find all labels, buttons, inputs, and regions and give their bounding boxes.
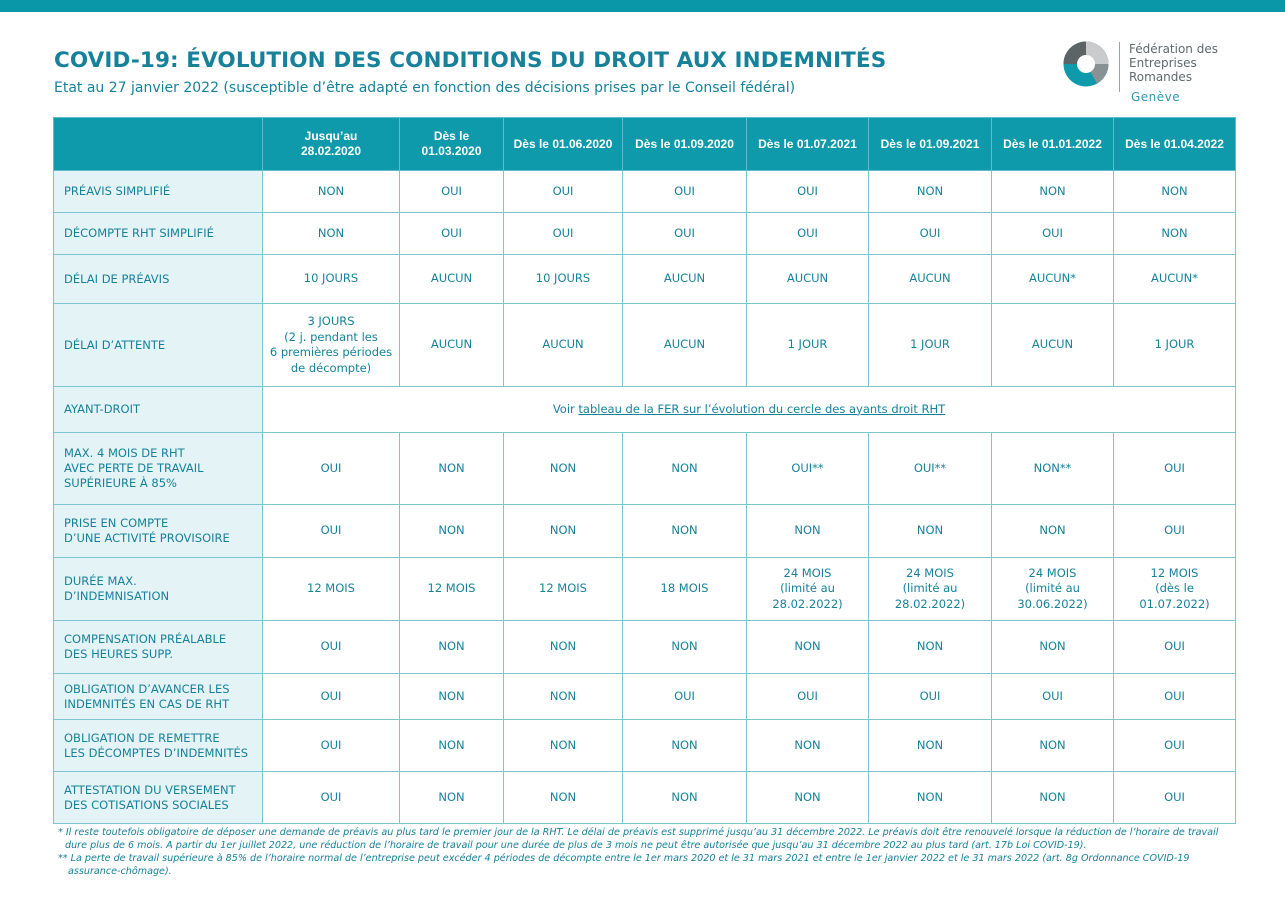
table-row — [54, 772, 1236, 824]
ayant-droit-merged-cell — [263, 387, 1236, 433]
table-cell: AUCUN — [400, 255, 504, 304]
table-cell: OUI — [1114, 621, 1236, 674]
table-cell: NON — [623, 772, 747, 824]
table-cell: NON — [747, 720, 869, 772]
table-cell: 1 JOUR — [869, 304, 992, 387]
table-cell: NON — [400, 772, 504, 824]
row-label: DÉLAI DE PRÉAVIS — [54, 255, 263, 304]
table-cell: OUI — [263, 433, 400, 505]
table-cell: 1 JOUR — [1114, 304, 1236, 387]
table-cell: NON — [869, 505, 992, 558]
table-cell: AUCUN — [400, 304, 504, 387]
table-cell: 18 MOIS — [623, 558, 747, 621]
table-cell: AUCUN — [869, 255, 992, 304]
table-cell: NON — [400, 505, 504, 558]
table-cell: NON — [869, 621, 992, 674]
table-cell: NON — [504, 674, 623, 720]
table-cell: NON — [869, 772, 992, 824]
table-row — [54, 674, 1236, 720]
table-cell: AUCUN* — [992, 255, 1114, 304]
row-label: DÉCOMPTE RHT SIMPLIFIÉ — [54, 213, 263, 255]
row-label: ATTESTATION DU VERSEMENT DES COTISATIONS SOCIALES — [54, 772, 263, 824]
logo-separator — [1119, 42, 1120, 92]
column-header: Dès le 01.07.2021 — [747, 118, 869, 171]
table-cell: OUI — [400, 171, 504, 213]
table-row — [54, 255, 1236, 304]
row-label: AYANT-DROIT — [54, 387, 263, 433]
table-cell: NON — [623, 621, 747, 674]
column-header: Dès le 01.09.2021 — [869, 118, 992, 171]
table-row — [54, 387, 1236, 433]
table-cell: NON — [504, 720, 623, 772]
table-cell: OUI — [1114, 433, 1236, 505]
footnote-2: ** La perte de travail supérieure à 85% de l’horaire normal de l’entreprise peut excéder 4 périodes de décompte entre le 1er mars 2020 et le 31 mars 2021 et entre le 1er janvier 2022 et le 31 mars 2022 (art. 8g Ordonnance COVID-19 assurance-chômage). — [58, 853, 1190, 877]
table-row — [54, 433, 1236, 505]
page-subtitle: Etat au 27 janvier 2022 (susceptible d’être adapté en fonction des décisions prises par le Conseil fédéral) — [54, 80, 796, 96]
table-cell: 12 MOIS — [263, 558, 400, 621]
table-cell: OUI — [263, 505, 400, 558]
table-cell: AUCUN — [992, 304, 1114, 387]
table-cell: NON — [869, 171, 992, 213]
table-cell: OUI — [747, 674, 869, 720]
table-cell: 24 MOIS (limité au 30.06.2022) — [992, 558, 1114, 621]
table-cell: OUI — [504, 171, 623, 213]
fer-logo-icon — [1062, 40, 1110, 88]
table-cell: NON — [504, 505, 623, 558]
table-row — [54, 304, 1236, 387]
table-cell: NON** — [992, 433, 1114, 505]
table-cell: NON — [992, 621, 1114, 674]
table-cell: OUI** — [747, 433, 869, 505]
table-cell: OUI — [263, 621, 400, 674]
table-cell: NON — [400, 720, 504, 772]
row-label: DURÉE MAX. D’INDEMNISATION — [54, 558, 263, 621]
table-cell: NON — [623, 433, 747, 505]
table-cell: OUI — [747, 171, 869, 213]
table-cell: 12 MOIS (dès le 01.07.2022) — [1114, 558, 1236, 621]
table-cell: NON — [992, 772, 1114, 824]
table-cell: NON — [747, 621, 869, 674]
table-cell: OUI — [400, 213, 504, 255]
table-cell: OUI — [623, 674, 747, 720]
table-cell: NON — [992, 171, 1114, 213]
logo-line-3: Romandes — [1129, 70, 1193, 84]
column-header: Dès le 01.03.2020 — [400, 118, 504, 171]
table-cell: OUI — [623, 213, 747, 255]
table-cell: 12 MOIS — [400, 558, 504, 621]
table-row — [54, 505, 1236, 558]
row-label: PRÉAVIS SIMPLIFIÉ — [54, 171, 263, 213]
footnote-1: * Il reste toutefois obligatoire de déposer une demande de préavis au plus tard le premier jour de la RHT. Le délai de préavis est supprimé jusqu’au 31 décembre 2022. Le préavis doit être renouvelé lorsque la réduction de l’horaire de travail dure plus de 6 mois. A partir du 1er juillet 2022, une réduction de l’horaire de travail pour une durée de plus de 3 mois ne peut être autorisée que jusqu’au 31 décembre 2022 au plus tard (art. 17b Loi COVID-19). — [58, 827, 1219, 851]
table-cell: NON — [504, 433, 623, 505]
row-label: OBLIGATION D’AVANCER LES INDEMNITÉS EN CAS DE RHT — [54, 674, 263, 720]
table-cell: OUI — [504, 213, 623, 255]
table-cell: NON — [623, 505, 747, 558]
logo-line-1: Fédération des — [1129, 42, 1218, 56]
table-cell: OUI — [747, 213, 869, 255]
table-cell: NON — [1114, 213, 1236, 255]
table-cell: OUI — [1114, 772, 1236, 824]
row-label: PRISE EN COMPTE D’UNE ACTIVITÉ PROVISOIRE — [54, 505, 263, 558]
table-cell: AUCUN — [623, 255, 747, 304]
row-label: DÉLAI D’ATTENTE — [54, 304, 263, 387]
table-cell: NON — [263, 171, 400, 213]
table-cell: OUI** — [869, 433, 992, 505]
table-cell: OUI — [1114, 505, 1236, 558]
conditions-table — [53, 117, 1236, 824]
table-cell: OUI — [869, 213, 992, 255]
table-cell: OUI — [1114, 720, 1236, 772]
page-title: COVID-19: ÉVOLUTION DES CONDITIONS DU DROIT AUX INDEMNITÉS — [54, 48, 887, 73]
fer-logo — [1062, 40, 1242, 106]
column-header: Dès le 01.06.2020 — [504, 118, 623, 171]
logo-name — [1129, 42, 1218, 84]
column-header: Jusqu’au 28.02.2020 — [263, 118, 400, 171]
table-cell: AUCUN — [747, 255, 869, 304]
table-header-row — [54, 118, 1236, 171]
table-cell: NON — [869, 720, 992, 772]
table-cell: OUI — [1114, 674, 1236, 720]
table-cell: NON — [747, 772, 869, 824]
table-cell: NON — [992, 505, 1114, 558]
table-row — [54, 171, 1236, 213]
table-cell: NON — [400, 433, 504, 505]
table-cell: OUI — [263, 674, 400, 720]
table-cell: OUI — [263, 720, 400, 772]
table-cell: OUI — [992, 213, 1114, 255]
logo-line-2: Entreprises — [1129, 56, 1197, 70]
column-header: Dès le 01.04.2022 — [1114, 118, 1236, 171]
table-cell: AUCUN — [504, 304, 623, 387]
table-cell: NON — [992, 720, 1114, 772]
table-cell: OUI — [263, 772, 400, 824]
table-cell: 10 JOURS — [263, 255, 400, 304]
logo-city: Genève — [1131, 90, 1181, 104]
header-corner-cell — [54, 118, 263, 171]
table-row — [54, 558, 1236, 621]
table-cell: NON — [400, 621, 504, 674]
table-cell: NON — [504, 621, 623, 674]
column-header: Dès le 01.09.2020 — [623, 118, 747, 171]
table-cell: NON — [504, 772, 623, 824]
table-cell: NON — [263, 213, 400, 255]
table-cell: NON — [1114, 171, 1236, 213]
table-cell: AUCUN — [623, 304, 747, 387]
table-cell: OUI — [623, 171, 747, 213]
table-cell: 1 JOUR — [747, 304, 869, 387]
table-cell: 24 MOIS (limité au 28.02.2022) — [869, 558, 992, 621]
row-label: COMPENSATION PRÉALABLE DES HEURES SUPP. — [54, 621, 263, 674]
row-label: OBLIGATION DE REMETTRE LES DÉCOMPTES D’INDEMNITÉS — [54, 720, 263, 772]
top-accent-bar — [0, 0, 1285, 12]
table-cell: 3 JOURS (2 j. pendant les 6 premières périodes de décompte) — [263, 304, 400, 387]
table-row — [54, 213, 1236, 255]
table-cell: 10 JOURS — [504, 255, 623, 304]
column-header: Dès le 01.01.2022 — [992, 118, 1114, 171]
table-cell: NON — [400, 674, 504, 720]
table-cell: NON — [623, 720, 747, 772]
row-label: MAX. 4 MOIS DE RHT AVEC PERTE DE TRAVAIL SUPÉRIEURE À 85% — [54, 433, 263, 505]
footnotes — [58, 826, 1233, 878]
table-row — [54, 720, 1236, 772]
ayant-droit-prefix: Voir — [552, 401, 579, 416]
fer-table-link[interactable]: tableau de la FER sur l’évolution du cercle des ayants droit RHT — [578, 401, 946, 416]
table-cell: AUCUN* — [1114, 255, 1236, 304]
table-cell: 12 MOIS — [504, 558, 623, 621]
table-cell: OUI — [869, 674, 992, 720]
table-cell: NON — [747, 505, 869, 558]
table-cell: OUI — [992, 674, 1114, 720]
table-cell: 24 MOIS (limité au 28.02.2022) — [747, 558, 869, 621]
table-row — [54, 621, 1236, 674]
